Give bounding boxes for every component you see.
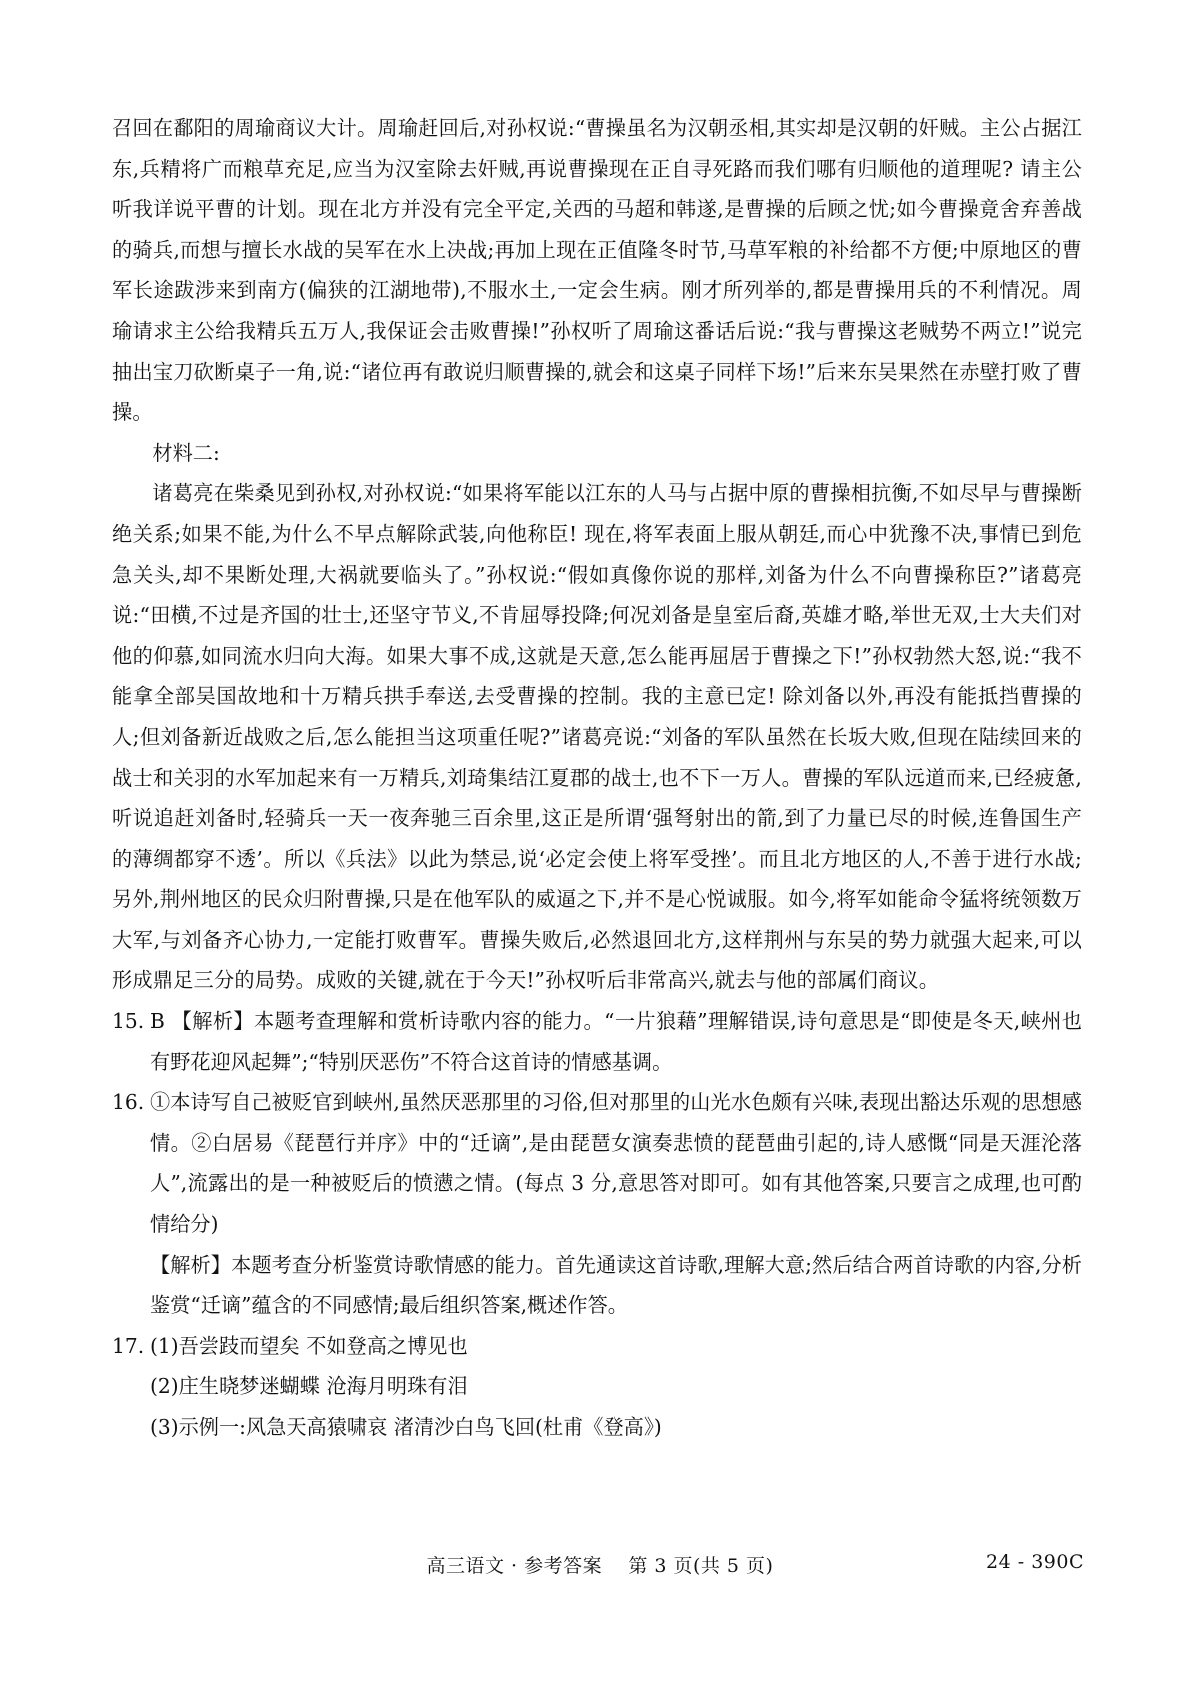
footer-separator-icon bbox=[609, 1555, 622, 1577]
passage-paragraph-2: 诸葛亮在柴桑见到孙权,对孙权说:“如果将军能以江东的人马与占据中原的曹操相抗衡,不如尽早与曹操断绝关系;如果不能,为什么不早点解除武装,向他称臣! 现在,将军表面上服从朝廷,而心中犹豫不决,事情已到危急关头,却不果断处理,大祸就要临头了。”孙权说:“假如真像你说的那样,刘备为什么不向曹操称臣?”诸葛亮说:“田横,不过是齐国的壮士,还坚守节义,不肯屈辱投降;何况刘备是皇室后裔,英雄才略,举世无双,士大夫们对他的仰慕,如同流水归向大海。如果大事不成,这就是天意,怎么能再屈居于曹操之下!”孙权勃然大怒,说:“我不能拿全部吴国故地和十万精兵拱手奉送,去受曹操的控制。我的主意已定! 除刘备以外,再没有能抵挡曹操的人;但刘备新近战败之后,怎么能担当这项重任呢?”诸葛亮说:“刘备的军队虽然在长坂大败,但现在陆续回来的战士和关羽的水军加起来有一万精兵,刘琦集结江夏郡的战士,也不下一万人。曹操的军队远道而来,已经疲惫,听说追赶刘备时,轻骑兵一天一夜奔驰三百余里,这正是所谓‘强弩射出的箭,到了力量已尽的时候,连鲁国生产的薄绸都穿不透’。所以《兵法》以此为禁忌,说‘必定会使上将军受挫’。而且北方地区的人,不善于进行水战;另外,荆州地区的民众归附曹操,只是在他军队的威逼之下,并不是心悦诚服。如今,将军如能命令猛将统领数万大军,与刘备齐心协力,一定能打败曹军。曹操失败后,必然退回北方,这样荆州与东吴的势力就强大起来,可以形成鼎足三分的局势。成败的关键,就在于今天!”孙权听后非常高兴,就去与他的部属们商议。 bbox=[112, 481, 1082, 993]
answer-number-16: 16. bbox=[112, 1090, 145, 1115]
answer-item-16 bbox=[112, 1082, 1082, 1244]
answer-text-17-line-1: (1)吾尝跂而望矣 不如登高之博见也 bbox=[150, 1333, 468, 1358]
answer-number-17: 17. bbox=[112, 1333, 145, 1358]
answer-item-15 bbox=[112, 1001, 1082, 1082]
answer-text-17-line-3: (3)示例一:风急天高猿啸哀 渚清沙白鸟飞回(杜甫《登高》) bbox=[150, 1415, 662, 1439]
page-footer bbox=[0, 1551, 1200, 1585]
footer-doc-title: 高三语文 · 参考答案 bbox=[426, 1555, 603, 1577]
passage-paragraph-1: 召回在鄱阳的周瑜商议大计。周瑜赶回后,对孙权说:“曹操虽名为汉朝丞相,其实却是汉朝的奸贼。主公占据江东,兵精将广而粮草充足,应当为汉室除去奸贼,再说曹操现在正自寻死路而我们哪有归顺他的道理呢? 请主公听我详说平曹的计划。现在北方并没有完全平定,关西的马超和韩遂,是曹操的后顾之忧;如今曹操竟舍弃善战的骑兵,而想与擅长水战的吴军在水上决战;再加上现在正值隆冬时节,马草军粮的补给都不方便;中原地区的曹军长途跋涉来到南方(偏狭的江湖地带),不服水土,一定会生病。刚才所列举的,都是曹操用兵的不利情况。周瑜请求主公给我精兵五万人,我保证会击败曹操!”孙权听了周瑜这番话后说:“我与曹操这老贼势不两立!”说完抽出宝刀砍断桌子一角,说:“诸位再有敢说归顺曹操的,就会和这桌子同样下场!”后来东吴果然在赤壁打败了曹操。 bbox=[112, 116, 1082, 425]
footer-paper-code: 24 - 390C bbox=[986, 1551, 1084, 1573]
answer-text-15: B 【解析】本题考查理解和赏析诗歌内容的能力。“一片狼藉”理解错误,诗句意思是“即使是冬天,峡州也有野花迎风起舞”;“特别厌恶伤”不符合这首诗的情感基调。 bbox=[150, 1009, 1082, 1074]
answer-number-15: 15. bbox=[112, 1009, 145, 1034]
footer-paper-code-group bbox=[986, 1551, 1084, 1573]
answer-text-16: ①本诗写自己被贬官到峡州,虽然厌恶那里的习俗,但对那里的山光水色颇有兴味,表现出豁达乐观的思想感情。②白居易《琵琶行并序》中的“迁谪”,是由琵琶女演奏悲愤的琵琶曲引起的,诗人感慨“同是天涯沦落人”,流露出的是一种被贬后的愤懑之情。(每点 3 分,意思答对即可。如有其他答案,只要言之成理,也可酌情给分) bbox=[150, 1090, 1082, 1237]
analysis-16: 【解析】本题考查分析鉴赏诗歌情感的能力。首先通读这首诗歌,理解大意;然后结合两首诗歌的内容,分析鉴赏“迁谪”蕴含的不同感情;最后组织答案,概述作答。 bbox=[150, 1252, 1082, 1318]
material-two-label: 材料二: bbox=[152, 440, 220, 465]
answer-item-17 bbox=[112, 1326, 1082, 1367]
footer-page-label: 第 3 页(共 5 页) bbox=[628, 1555, 774, 1577]
answer-text-17-line-2: (2)庄生晓梦迷蝴蝶 沧海月明珠有泪 bbox=[150, 1374, 468, 1399]
